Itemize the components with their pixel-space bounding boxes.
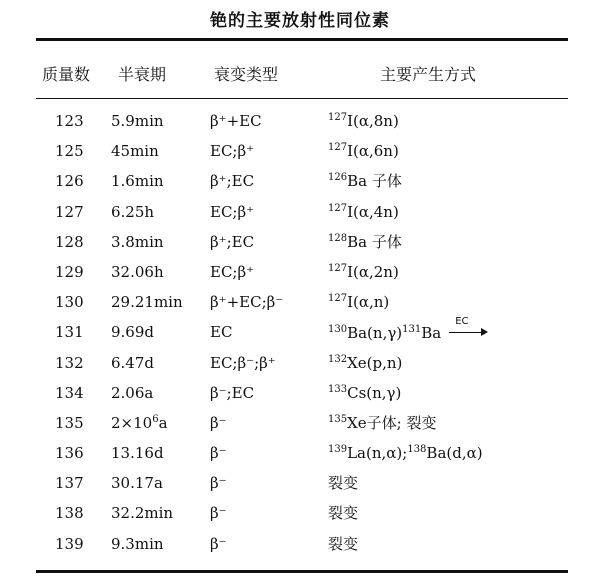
mass-superscript: 127 [328, 142, 348, 154]
decay-type-cell: β⁺+EC;β⁻ [210, 293, 284, 312]
header-half-life: 半衰期 [118, 65, 167, 84]
header-decay-type: 衰变类型 [214, 65, 279, 84]
production-text: I(α,2n) [347, 262, 399, 281]
production-text: I(α,6n) [347, 142, 399, 161]
production-text: Ba(d,α) [426, 444, 483, 463]
production-mode-cell [328, 171, 402, 191]
mass-number-cell: 125 [55, 142, 84, 161]
production-mode-cell [328, 292, 389, 312]
decay-type-cell: β⁻;EC [210, 383, 255, 402]
mass-superscript: 133 [328, 383, 348, 395]
decay-type-cell: β⁺+EC [210, 112, 262, 130]
decay-type-cell: β⁻ [210, 444, 227, 463]
production-text: Xe(p,n) [347, 353, 403, 372]
isotope-table-body [0, 111, 600, 564]
half-life-value: 6.25h [111, 202, 155, 221]
production-text: I(α,8n) [347, 112, 399, 130]
half-life-value: 3.8min [111, 232, 164, 251]
half-life-value: 32.06h [111, 262, 164, 281]
production-mode-cell [328, 413, 436, 433]
half-life-cell [111, 413, 168, 433]
half-life-value: 30.17a [111, 474, 163, 493]
mass-number-cell: 138 [55, 504, 84, 523]
decay-type-cell: EC;β⁺ [210, 202, 255, 221]
mass-number-cell: 123 [55, 112, 84, 130]
table-row [0, 111, 600, 141]
production-text: Ba 子体 [347, 172, 402, 191]
mass-superscript: 138 [407, 444, 427, 456]
mass-number-cell: 137 [55, 474, 84, 493]
half-life-value: 9.69d [111, 323, 155, 342]
half-life-unit: a [158, 413, 168, 432]
production-mode-cell [328, 316, 489, 343]
mass-superscript: 128 [328, 232, 348, 244]
half-life-value: 1.6min [111, 172, 164, 191]
half-life-cell [111, 503, 173, 523]
decay-type-cell: β⁺;EC [210, 232, 255, 251]
mass-number-cell: 132 [55, 353, 84, 372]
production-mode-cell [328, 353, 402, 373]
mass-number-cell: 126 [55, 172, 84, 191]
half-life-exponent: 6 [152, 413, 159, 425]
mass-superscript: 127 [328, 202, 348, 214]
half-life-cell [111, 262, 164, 282]
header-mass-number: 质量数 [42, 65, 91, 84]
production-text: 裂变 [328, 474, 359, 493]
top-rule [36, 38, 568, 41]
mass-number-cell: 130 [55, 293, 84, 312]
decay-type-cell: β⁻ [210, 413, 227, 432]
production-text: Ba 子体 [347, 232, 402, 251]
mass-superscript: 131 [402, 324, 422, 336]
half-life-value: 29.21min [111, 293, 183, 312]
mass-number-cell: 129 [55, 262, 84, 281]
header-rule [36, 98, 568, 99]
mass-number-cell: 139 [55, 534, 84, 553]
table-row [0, 171, 600, 201]
half-life-cell [111, 292, 183, 312]
table-row [0, 232, 600, 262]
production-mode-cell [328, 232, 402, 252]
production-text: 裂变 [328, 504, 359, 523]
half-life-cell [111, 202, 154, 222]
half-life-value: 13.16d [111, 444, 164, 463]
production-mode-cell [328, 443, 483, 463]
header-production-mode: 主要产生方式 [380, 65, 477, 84]
decay-type-cell: EC;β⁻;β⁺ [210, 353, 276, 372]
production-mode-cell [328, 141, 399, 161]
half-life-cell [111, 171, 164, 191]
production-text: Ba(n,γ) [347, 324, 403, 343]
mass-superscript: 126 [328, 172, 348, 184]
arrow-head-icon [481, 328, 488, 336]
production-mode-cell [328, 383, 401, 403]
decay-type-cell: EC;β⁺ [210, 142, 255, 161]
table-row [0, 473, 600, 503]
mass-number-cell: 131 [55, 323, 84, 342]
arrow-label: EC [455, 316, 469, 328]
half-life-value: 45min [111, 142, 159, 161]
table-row [0, 413, 600, 443]
arrow-shaft [449, 332, 485, 333]
production-mode-cell [328, 202, 399, 222]
half-life-cell [111, 534, 164, 554]
half-life-value: 5.9min [111, 112, 164, 130]
table-title: 铯的主要放射性同位素 [210, 11, 390, 31]
production-mode-cell [328, 534, 358, 554]
mass-superscript: 130 [328, 324, 348, 336]
half-life-cell [111, 141, 159, 161]
half-life-cell [111, 443, 164, 463]
half-life-value: 9.3min [111, 534, 164, 553]
table-row [0, 443, 600, 473]
half-life-cell [111, 232, 164, 252]
mass-superscript: 127 [328, 262, 348, 274]
mass-superscript: 127 [328, 112, 348, 123]
half-life-cell [111, 473, 163, 493]
half-life-cell [111, 383, 153, 403]
half-life-value: 32.2min [111, 504, 174, 523]
decay-type-cell: β⁻ [210, 504, 227, 523]
production-text: 裂变 [328, 534, 359, 553]
production-text: I(α,4n) [347, 202, 399, 221]
half-life-cell [111, 353, 154, 373]
half-life-value: 6.47d [111, 353, 155, 372]
mass-number-cell: 127 [55, 202, 84, 221]
bottom-rule [36, 570, 568, 573]
decay-type-cell: EC [210, 323, 233, 342]
production-text: Ba [421, 324, 442, 343]
production-text: I(α,n) [347, 293, 390, 312]
production-mode-cell [328, 473, 358, 493]
mass-number-cell: 134 [55, 383, 84, 402]
table-row [0, 292, 600, 322]
production-text: La(n,α); [347, 444, 408, 463]
production-text: Xe子体; 裂变 [347, 413, 437, 432]
decay-arrow-icon [449, 316, 489, 340]
mass-superscript: 139 [328, 444, 348, 456]
mass-number-cell: 136 [55, 444, 84, 463]
decay-type-cell: β⁻ [210, 474, 227, 493]
table-row [0, 353, 600, 383]
table-row [0, 503, 600, 533]
table-row [0, 383, 600, 413]
table-row [0, 534, 600, 564]
half-life-value: 2×10 [111, 413, 153, 432]
production-mode-cell [328, 111, 399, 131]
half-life-cell [111, 111, 164, 131]
decay-type-cell: β⁺;EC [210, 172, 255, 191]
half-life-cell [111, 322, 154, 342]
mass-superscript: 132 [328, 353, 348, 365]
table-row [0, 316, 600, 352]
half-life-value: 2.06a [111, 383, 154, 402]
mass-number-cell: 135 [55, 413, 84, 432]
mass-superscript: 135 [328, 413, 348, 425]
table-row [0, 262, 600, 292]
production-mode-cell [328, 262, 399, 282]
production-mode-cell [328, 503, 358, 523]
table-row [0, 141, 600, 171]
table-row [0, 202, 600, 232]
mass-number-cell: 128 [55, 232, 84, 251]
decay-type-cell: β⁻ [210, 534, 227, 553]
decay-type-cell: EC;β⁺ [210, 262, 255, 281]
mass-superscript: 127 [328, 293, 348, 305]
production-text: Cs(n,γ) [347, 383, 402, 402]
